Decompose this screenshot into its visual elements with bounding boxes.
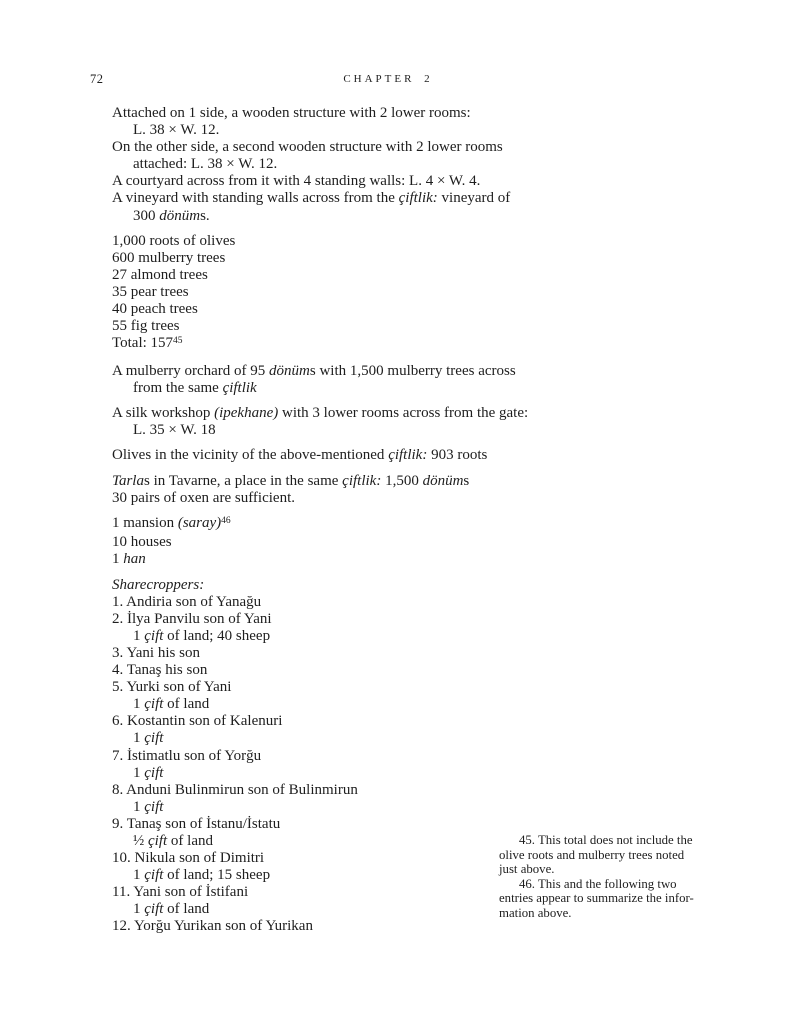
text-line [112, 139, 503, 156]
text-segment: ½ [133, 832, 148, 849]
text-segment: 600 mulberry trees [112, 249, 226, 266]
italic-term: Sharecroppers: [112, 576, 205, 593]
text-segment: s with 1,500 mulberry trees across [309, 362, 516, 379]
text-segment: 27 almond trees [112, 267, 208, 284]
text-segment: 10 houses [112, 534, 172, 551]
text-segment: of land; 40 sheep [163, 627, 271, 644]
text-line [112, 748, 472, 765]
text-line [112, 730, 472, 747]
italic-term: (saray) [177, 515, 222, 532]
text-segment: 12. Yorğu Yurikan son of Yurikan [112, 918, 313, 935]
text-line [499, 862, 699, 877]
text-segment: from the same [133, 379, 223, 396]
italic-term: çiftlik [222, 379, 257, 396]
italic-term: dönüm [159, 207, 201, 224]
text-segment: s [463, 472, 470, 489]
italic-term: dönüm [422, 472, 464, 489]
text-line [112, 867, 472, 884]
text-segment: 35 pear trees [112, 284, 189, 301]
text-segment: with 3 lower rooms across from the gate: [278, 405, 529, 422]
italic-term: çift [144, 730, 164, 747]
text-segment: s. [200, 207, 210, 224]
text-line [112, 901, 472, 918]
italic-term: çift [148, 832, 168, 849]
italic-term: (ipekhane) [214, 405, 279, 422]
text-line [499, 848, 699, 863]
text-segment: 2. İlya Panvilu son of Yani [112, 610, 272, 627]
sharecroppers-list [112, 577, 472, 936]
text-line [112, 422, 472, 439]
text-segment: mation above. [499, 905, 572, 920]
page-number: 72 [90, 72, 104, 86]
text-segment: s in Tavarne, a place in the same [143, 472, 343, 489]
text-line [112, 362, 516, 380]
attached-structures-paragraph [112, 105, 511, 225]
text-segment: 40 peach trees [112, 301, 198, 318]
text-line [112, 233, 472, 250]
text-segment: 6. Kostantin son of Kalenuri [112, 713, 283, 730]
text-segment: A mulberry orchard of 95 [112, 362, 270, 379]
text-line [112, 833, 472, 850]
text-line [112, 284, 472, 301]
silk-workshop-paragraph [112, 405, 529, 439]
text-segment: A courtyard across from it with 4 standing walls: L. 4 × W. 4. [112, 173, 481, 190]
text-segment: 1 [133, 730, 145, 747]
italic-term: çift [144, 696, 164, 713]
text-line [112, 267, 472, 284]
text-segment: L. 38 × W. 12. [133, 122, 220, 139]
text-segment: 3. Yani his son [112, 644, 200, 661]
tarlas-paragraph [112, 473, 472, 507]
text-line [112, 405, 529, 422]
text-segment: 1,500 [381, 472, 423, 489]
olives-vicinity-paragraph [112, 447, 488, 464]
text-segment: 10. Nikula son of Dimitri [112, 850, 265, 867]
footnote-reference: 45 [173, 335, 183, 346]
text-line [112, 208, 472, 225]
text-line [112, 105, 472, 122]
text-segment: of land [163, 696, 210, 713]
text-segment: 8. Anduni Bulinmirun son of Bulinmirun [112, 781, 358, 798]
text-line [112, 122, 472, 139]
text-line [112, 490, 472, 507]
text-line [112, 250, 472, 267]
text-segment: A silk workshop [112, 405, 215, 422]
italic-term: çift [144, 867, 164, 884]
italic-term: çift [144, 901, 164, 918]
text-segment: of land; 15 sheep [163, 867, 271, 884]
text-segment: entries appear to summarize the infor- [499, 891, 694, 906]
text-line [112, 318, 472, 335]
property-summary-list [112, 515, 472, 568]
text-line [112, 156, 472, 173]
text-segment: 45. This total does not include the [519, 833, 693, 847]
italic-term: Tarla [112, 472, 144, 489]
text-line [112, 473, 472, 490]
mulberry-orchard-paragraph [112, 362, 516, 397]
text-line [112, 679, 472, 696]
text-line [112, 799, 472, 816]
text-line [112, 696, 472, 713]
footnotes-column [499, 833, 699, 920]
text-segment: 903 roots [427, 447, 488, 464]
text-segment: attached: L. 38 × W. 12. [133, 156, 278, 173]
text-segment: L. 35 × W. 18 [133, 422, 216, 439]
text-segment: 1,000 roots of olives [112, 232, 236, 249]
text-line [112, 782, 472, 799]
text-segment: 1 [133, 696, 145, 713]
text-line [112, 884, 472, 901]
italic-term: çiftlik: [398, 190, 438, 207]
text-line [112, 594, 472, 611]
text-segment: vineyard of [437, 190, 511, 207]
text-line [112, 713, 472, 730]
italic-term: çift [144, 798, 164, 815]
text-segment: 300 [133, 207, 160, 224]
text-segment: 9. Tanaş son of İstanu/İstatu [112, 815, 281, 832]
text-segment: 7. İstimatlu son of Yorğu [112, 747, 262, 764]
text-segment: 55 fig trees [112, 318, 180, 335]
footnote-46 [499, 877, 699, 921]
text-segment: A vineyard with standing walls across from the [112, 190, 399, 207]
text-segment: 46. This and the following two [519, 876, 677, 891]
text-segment: 1 [133, 798, 145, 815]
italic-term: çift [144, 627, 164, 644]
text-line [112, 611, 472, 628]
text-line [499, 877, 699, 892]
italic-term: çift [144, 764, 164, 781]
text-segment: of land [163, 901, 210, 918]
text-segment: 11. Yani son of İstifani [112, 884, 249, 901]
footnote-45 [499, 833, 699, 877]
chapter-running-header: CHAPTER 2 [343, 73, 433, 85]
text-segment: On the other side, a second wooden structure with 2 lower rooms [112, 139, 503, 156]
text-line [112, 515, 472, 534]
text-line [499, 833, 699, 848]
italic-term: dönüm [269, 362, 310, 379]
text-segment: 1 [112, 551, 124, 568]
text-line [112, 190, 511, 207]
footnote-reference: 46 [221, 515, 231, 526]
text-line [112, 551, 472, 568]
text-line [112, 662, 472, 679]
text-line [112, 173, 481, 190]
text-line [112, 335, 472, 354]
text-segment: 1. Andiria son of Yanağu [112, 593, 262, 610]
italic-term: çiftlik: [388, 447, 428, 464]
text-line [112, 534, 472, 551]
text-segment: just above. [499, 862, 555, 877]
text-line [112, 380, 472, 397]
text-line [499, 906, 699, 921]
text-segment: olive roots and mulberry trees noted [499, 847, 685, 862]
text-line [112, 577, 472, 594]
text-segment: 5. Yurki son of Yani [112, 679, 232, 696]
text-segment: 1 mansion [112, 515, 178, 532]
text-line [112, 301, 472, 318]
text-segment: 1 [133, 867, 145, 884]
text-segment: Attached on 1 side, a wooden structure with 2 lower rooms: [112, 105, 471, 121]
text-segment: 4. Tanaş his son [112, 662, 208, 679]
text-segment: Total: 157 [112, 335, 174, 352]
text-line [112, 765, 472, 782]
text-segment: 1 [133, 627, 145, 644]
italic-term: çiftlik: [342, 472, 382, 489]
tree-inventory-list [112, 233, 472, 355]
text-line [112, 850, 472, 867]
text-line [112, 816, 472, 833]
text-segment: 30 pairs of oxen are sufficient. [112, 489, 295, 506]
text-line [499, 891, 699, 906]
text-line [112, 628, 472, 645]
text-line [112, 918, 472, 935]
text-line [112, 645, 472, 662]
text-segment: 1 [133, 901, 145, 918]
italic-term: han [123, 551, 146, 568]
text-segment: of land [167, 832, 213, 849]
text-segment: 1 [133, 764, 145, 781]
text-segment: Olives in the vicinity of the above-mentioned [112, 447, 389, 464]
text-line [112, 447, 488, 464]
